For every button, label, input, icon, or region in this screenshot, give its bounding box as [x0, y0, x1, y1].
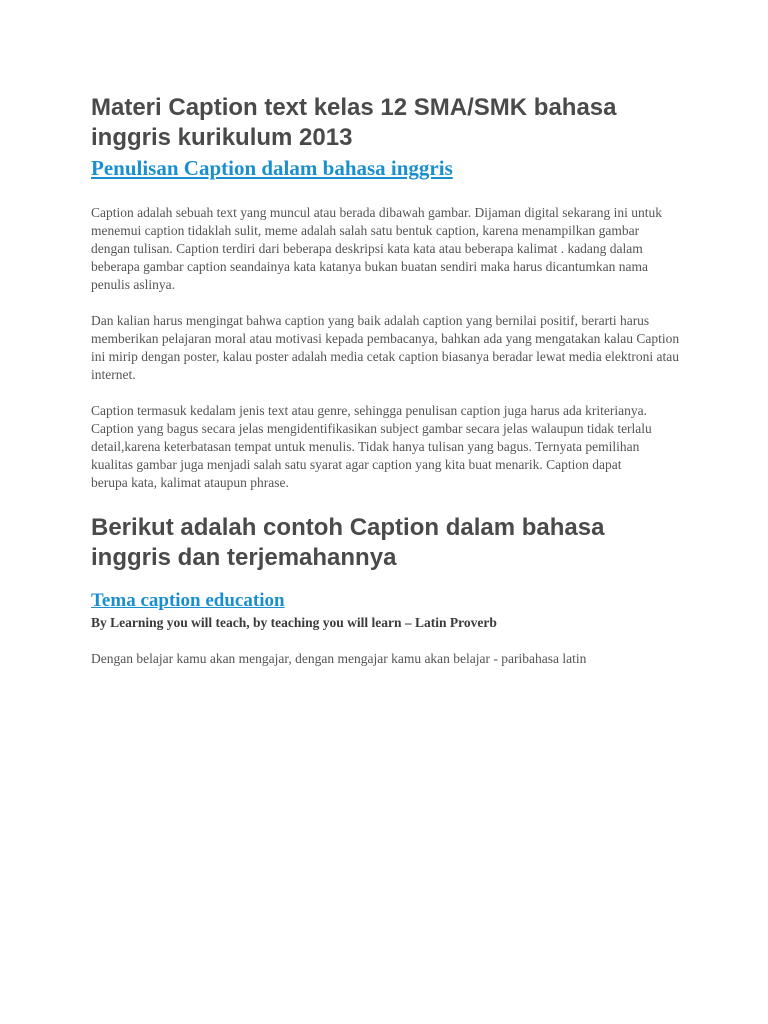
- subtitle-link[interactable]: Penulisan Caption dalam bahasa inggris: [91, 156, 453, 180]
- paragraph-3: Caption termasuk kedalam jenis text atau genre, sehingga penulisan caption juga harus ada kriterianya. Caption yang bagus secara jelas mengidentifikasikan subject gambar secara jelas walaupun tidak terlalu detail,karena keterbatasan tempat untuk menulis. Tidak hanya tulisan yang bagus. Ternyata pemilihan kualitas gambar juga menjadi salah satu syarat agar caption yang kita buat menarik. Caption dapat berupa kata, kalimat ataupun phrase.: [91, 403, 652, 490]
- theme-heading-link[interactable]: Tema caption education: [91, 590, 285, 611]
- paragraph-2: Dan kalian harus mengingat bahwa caption yang baik adalah caption yang bernilai positif, berarti harus memberikan pelajaran moral atau motivasi kepada pembacanya, bahkan ada yang mengatakan kalau Caption ini mirip dengan poster, kalau poster adalah media cetak caption biasanya beradar lewat media elektroni atau internet.: [91, 313, 680, 382]
- caption-translation: Dengan belajar kamu akan mengajar, dengan mengajar kamu akan belajar - paribahasa latin: [91, 651, 587, 666]
- caption-quote: By Learning you will teach, by teaching you will learn – Latin Proverb: [91, 615, 497, 630]
- paragraph-1: Caption adalah sebuah text yang muncul atau berada dibawah gambar. Dijaman digital sekarang ini untuk menemui caption tidaklah sulit, meme adalah salah satu bentuk caption, karena menampilkan gambar dengan tulisan. Caption terdiri dari beberapa deskripsi kata kata atau beberapa kalimat . kadang dalam beberapa gambar caption seandainya kata katanya bukan buatan sendiri maka harus dicantumkan nama penulis aslinya.: [91, 205, 662, 292]
- section-heading: Berikut adalah contoh Caption dalam bahasa inggris dan terjemahannya: [91, 514, 605, 571]
- article-title: Materi Caption text kelas 12 SMA/SMK bahasa inggris kurikulum 2013: [91, 94, 617, 151]
- document-page: [91, 93, 691, 668]
